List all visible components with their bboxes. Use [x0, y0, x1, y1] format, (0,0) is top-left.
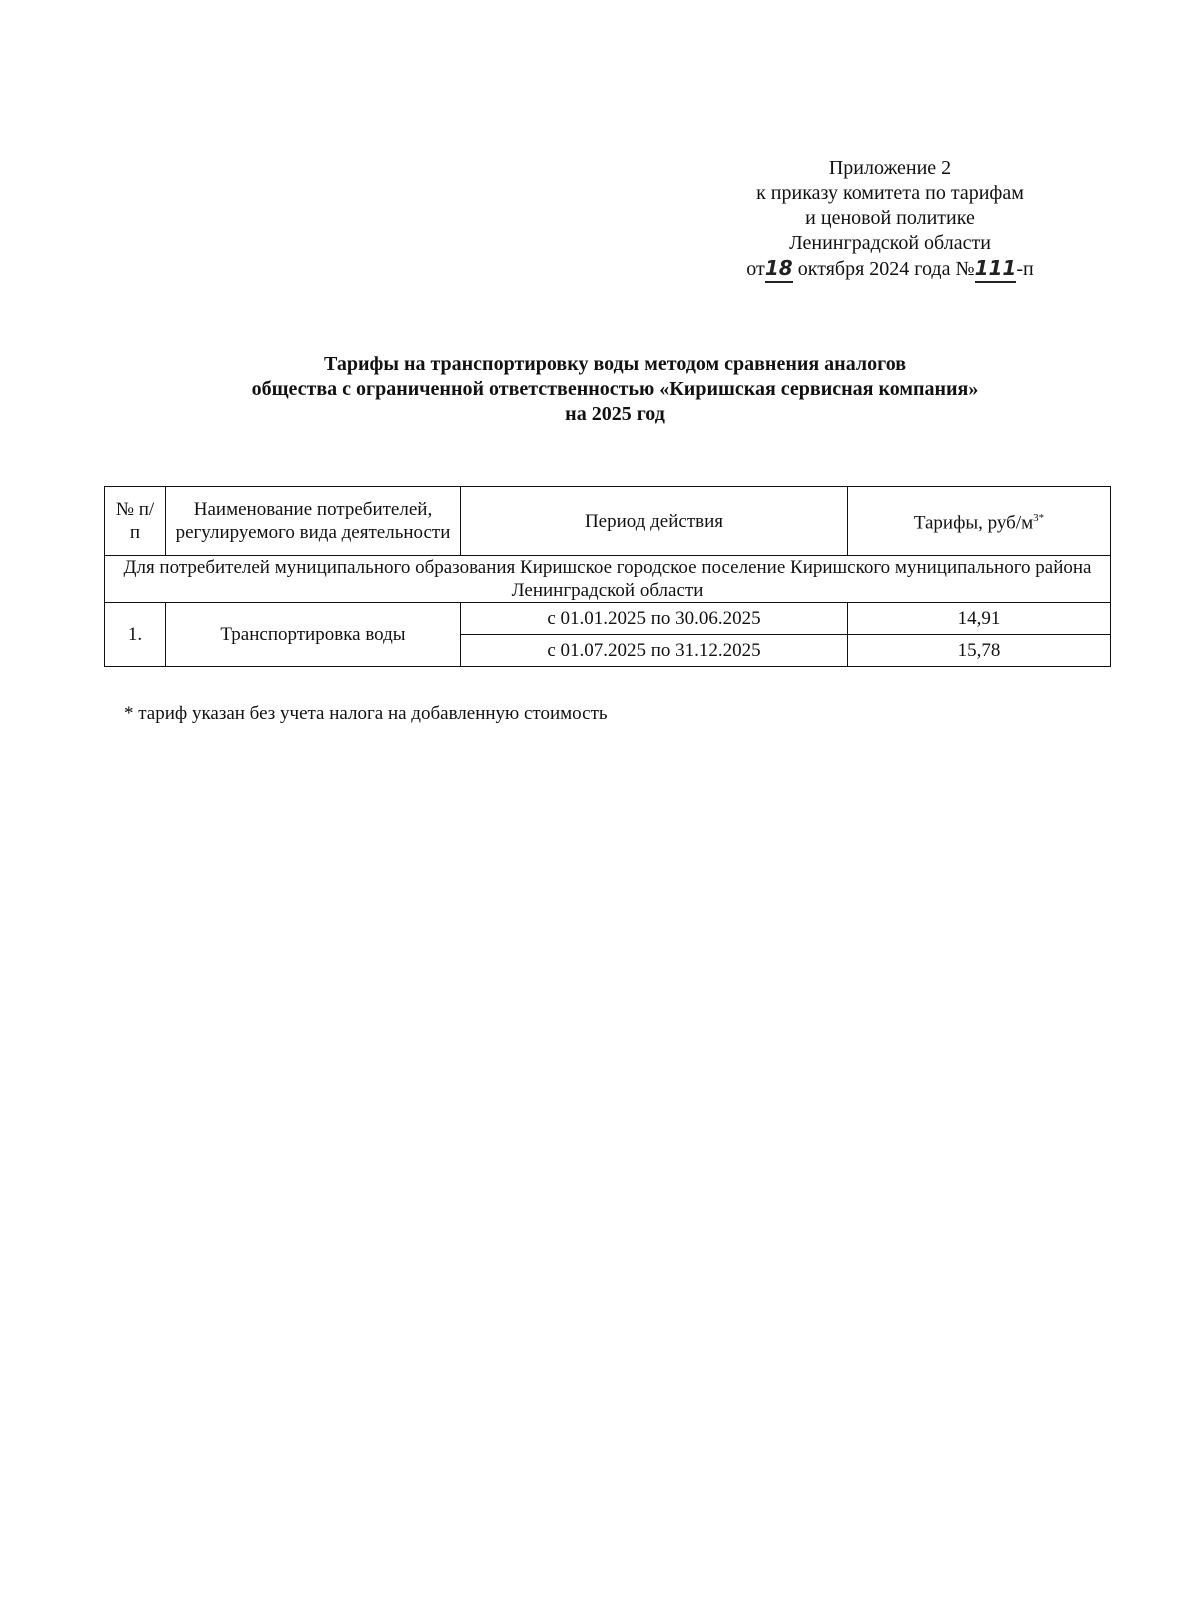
handwritten-order-number: 111 — [975, 256, 1017, 283]
appendix-title: Приложение 2 — [828, 157, 952, 179]
order-suffix: -п — [1016, 258, 1034, 280]
appendix-block — [700, 156, 1080, 283]
header-tariff — [848, 487, 1111, 556]
date-middle: октября 2024 года № — [797, 258, 975, 280]
appendix-date-line — [700, 256, 1080, 283]
footnote: * тариф указан без учета налога на добавленную стоимость — [124, 703, 608, 724]
handwritten-day: 18 — [765, 256, 793, 283]
header-tariff-label: Тарифы, руб/м — [913, 512, 1034, 534]
date-prefix: от — [746, 258, 765, 280]
table-row — [105, 603, 1111, 635]
group-label: Для потребителей муниципального образования Киришское городское поселение Киришского муниципального района Ленинградской области — [105, 556, 1111, 603]
row-tariff-1: 14,91 — [848, 603, 1111, 635]
row-name: Транспортировка воды — [166, 603, 461, 667]
row-period-1: с 01.01.2025 по 30.06.2025 — [461, 603, 848, 635]
title-line-3: на 2025 год — [565, 403, 665, 425]
appendix-line-region: Ленинградской области — [789, 232, 991, 254]
header-tariff-sup: 3* — [1033, 512, 1045, 525]
appendix-line-order: к приказу комитета по тарифам — [756, 182, 1024, 204]
appendix-line-policy: и ценовой политике — [805, 207, 975, 229]
row-period-2: с 01.07.2025 по 31.12.2025 — [461, 635, 848, 667]
title-line-1: Тарифы на транспортировку воды методом сравнения аналогов — [324, 353, 906, 375]
table-group-row — [105, 556, 1111, 603]
tariff-table — [104, 486, 1111, 667]
row-num: 1. — [105, 603, 166, 667]
header-period: Период действия — [461, 487, 848, 556]
header-name: Наименование потребителей, регулируемого вида деятельности — [166, 487, 461, 556]
header-num: № п/п — [105, 487, 166, 556]
document-title — [100, 352, 1130, 427]
row-tariff-2: 15,78 — [848, 635, 1111, 667]
title-line-2: общества с ограниченной ответственностью «Киришская сервисная компания» — [251, 378, 979, 400]
table-header-row — [105, 487, 1111, 556]
